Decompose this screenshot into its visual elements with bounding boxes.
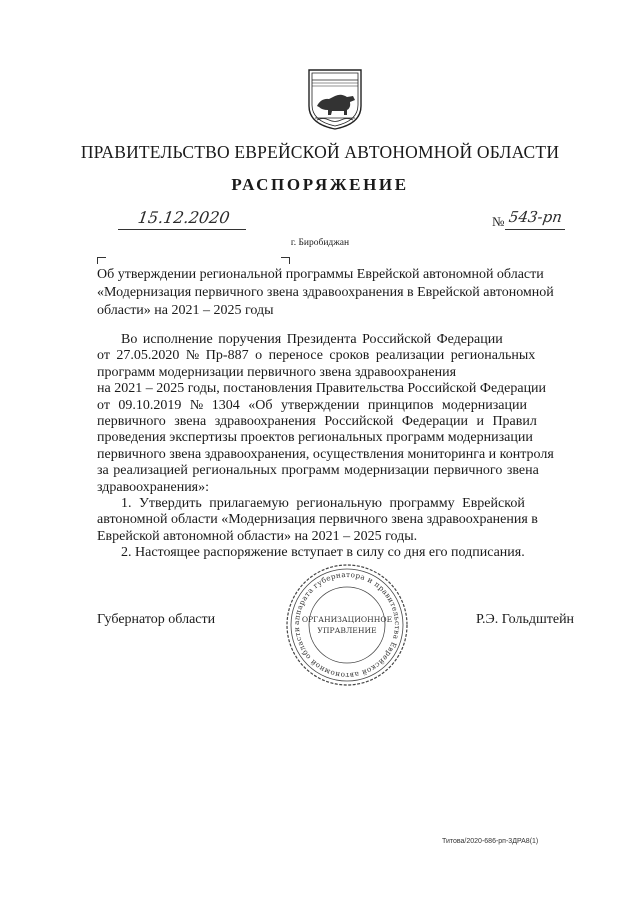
body-text [97,332,585,562]
body-line: первичного звена здравоохранения Российской Федерации и Правил [97,414,537,430]
body-line: 1. Утвердить прилагаемую региональную программу Еврейской [121,496,525,512]
number-sign: № [492,214,505,229]
subject-block [97,266,585,320]
body-line: автономной области «Модернизация первичного звена здравоохранения в [97,512,538,528]
subject-line: «Модернизация первичного звена здравоохранения в Еврейской автономной [97,285,554,300]
signer-name: Р.Э. Гольдштейн [476,612,575,627]
svg-text:аппарата губернатора и правите [292,570,402,680]
city-name: г. Биробиджан [290,238,350,248]
signer-position: Губернатор области [97,612,216,627]
body-line: на 2021 – 2025 годы, постановления Правительства Российской Федерации [97,381,547,397]
coat-of-arms-emblem [303,66,367,132]
body-line: 2. Настоящее распоряжение вступает в силу со дня его подписания. [121,545,525,561]
stamp-ring-text: аппарата губернатора и правительства Еврейской автономной области [291,569,403,681]
subject-corner-left [97,257,106,264]
body-line: первичного звена здравоохранения, осуществления мониторинга и контроля [97,446,554,462]
government-title: ПРАВИТЕЛЬСТВО ЕВРЕЙСКОЙ АВТОНОМНОЙ ОБЛАСТИ [80,142,560,162]
subject-corner-right [281,257,290,264]
handwritten-date: 15.12.2020 [136,208,231,227]
body-line: за реализацией региональных программ модернизации первичного звена [97,463,539,479]
official-stamp [282,560,412,690]
stamp-inner-line1: ОРГАНИЗАЦИОННОЕ [301,615,393,624]
body-line: от 27.05.2020 № Пр-887 о переносе сроков реализации региональных [97,348,536,364]
body-line: Во исполнение поручения Президента Российской Федерации [121,332,503,347]
subject-line: Об утверждении региональной программы Еврейской автономной области [97,267,544,282]
body-line: Еврейской автономной области» на 2021 – 2025 годы. [97,528,418,544]
document-type-heading: РАСПОРЯЖЕНИЕ [231,175,409,194]
body-line: проведения экспертизы проектов региональных программ модернизации [97,430,533,446]
body-line: программ модернизации первичного звена здравоохранения [97,364,457,380]
footer-document-code: Титова/2020-686-рп-3ДРА8(1) [442,838,539,845]
body-line: здравоохранения»: [97,479,210,495]
subject-line: области» на 2021 – 2025 годы [97,303,274,318]
stamp-inner-line2: УПРАВЛЕНИЕ [317,626,377,635]
handwritten-number: 543-рп [507,208,564,226]
body-line: от 09.10.2019 № 1304 «Об утверждении принципов модернизации [97,397,527,413]
